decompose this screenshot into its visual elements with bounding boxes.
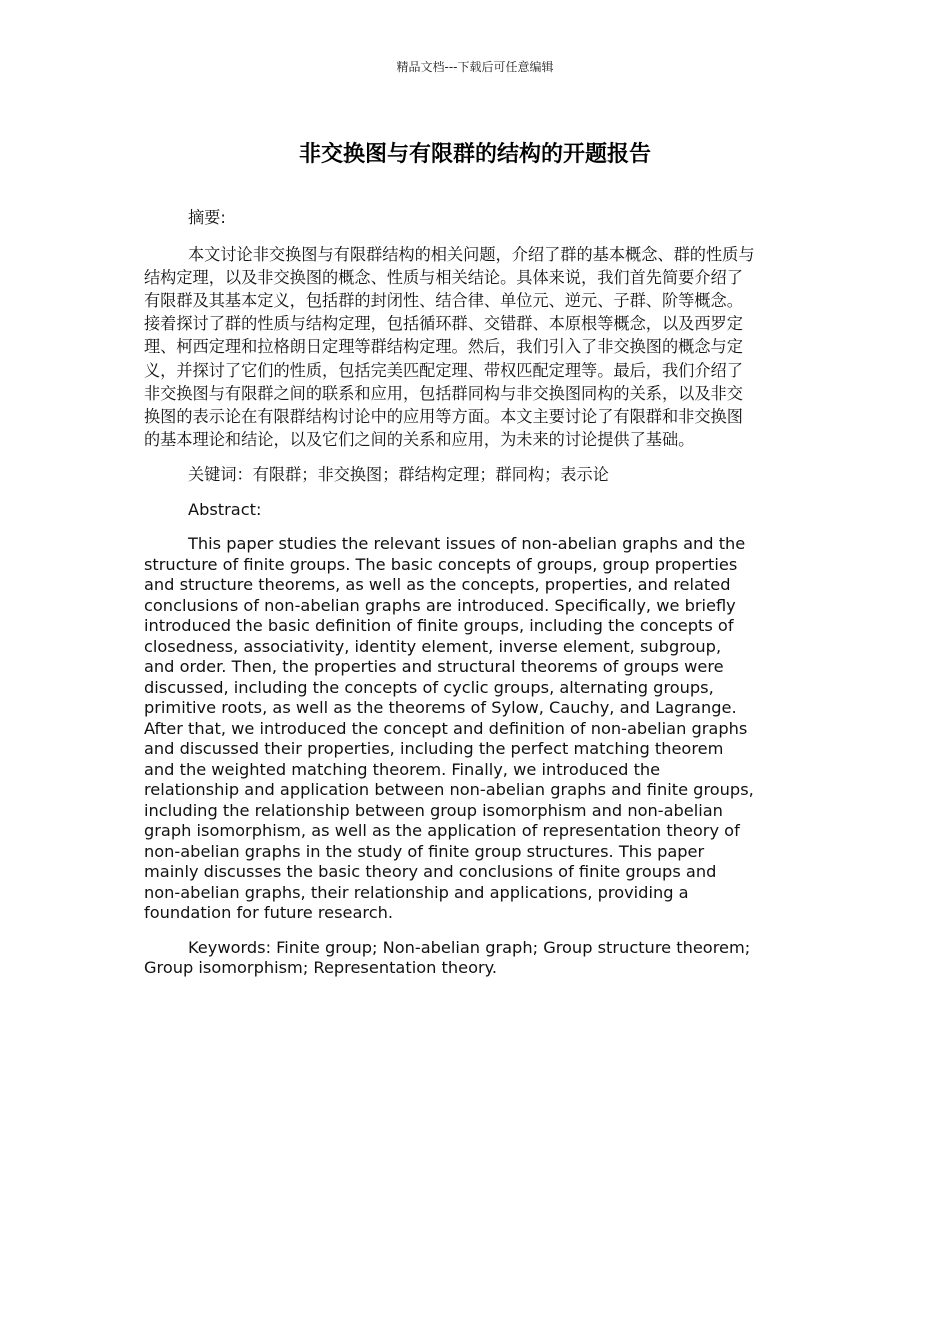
abstract-zh-label: 摘要: [188,208,226,227]
abstract-zh-line: 有限群及其基本定义，包括群的封闭性、结合律、单位元、逆元、子群、阶等概念。 [144,290,743,310]
abstract-en-line: relationship and application between non-abelian graphs and finite groups, [144,780,754,800]
abstract-zh-line: 本文讨论非交换图与有限群结构的相关问题，介绍了群的基本概念、群的性质与 [188,244,755,264]
abstract-en-line: introduced the basic definition of finite groups, including the concepts of [144,616,734,636]
abstract-en-line: primitive roots, as well as the theorems of Sylow, Cauchy, and Lagrange. [144,698,737,718]
header-note: 精品文档---下载后可任意编辑 [396,60,554,74]
abstract-en-line: non-abelian graphs in the study of finite group structures. This paper [144,841,705,861]
abstract-zh-line: 义，并探讨了它们的性质，包括完美匹配定理、带权匹配定理等。最后，我们介绍了 [144,360,743,380]
abstract-zh-line: 非交换图与有限群之间的联系和应用，包括群同构与非交换图同构的关系，以及非交 [144,383,743,403]
abstract-en-line: closedness, associativity, identity element, inverse element, subgroup, [144,636,722,656]
abstract-en-line: and order. Then, the properties and structural theorems of groups were [144,657,724,677]
abstract-en-label: Abstract: [188,499,262,519]
abstract-zh-line: 换图的表示论在有限群结构讨论中的应用等方面。本文主要讨论了有限群和非交换图 [144,406,743,426]
abstract-en-line: foundation for future research. [144,903,394,923]
page-title: 非交换图与有限群的结构的开题报告 [298,142,651,167]
keywords-zh: 关键词：有限群；非交换图；群结构定理；群同构；表示论 [188,465,609,485]
abstract-en-line: graph isomorphism, as well as the application of representation theory of [144,821,740,841]
abstract-en-line: conclusions of non-abelian graphs are introduced. Specifically, we briefly [144,595,736,615]
abstract-en-line: and the weighted matching theorem. Finally, we introduced the [144,759,661,779]
abstract-en-line: After that, we introduced the concept and definition of non-abelian graphs [144,718,748,738]
keywords-en-line: Keywords: Finite group; Non-abelian graph; Group structure theorem; [188,937,751,957]
abstract-en-line: discussed, including the concepts of cyclic groups, alternating groups, [144,677,714,697]
document-body [144,208,806,979]
abstract-en-line: non-abelian graphs, their relationship and applications, providing a [144,882,689,902]
abstract-en-line: including the relationship between group isomorphism and non-abelian [144,800,723,820]
abstract-zh-line: 的基本理论和结论，以及它们之间的关系和应用，为未来的讨论提供了基础。 [144,430,695,450]
keywords-en-line: Group isomorphism; Representation theory. [144,958,498,978]
abstract-en-line: This paper studies the relevant issues of non-abelian graphs and the [188,534,746,554]
abstract-en-line: and discussed their properties, including the perfect matching theorem [144,739,724,759]
abstract-zh-paragraph [144,243,806,452]
keywords-en [144,938,806,979]
abstract-zh-line: 结构定理，以及非交换图的概念、性质与相关结论。具体来说，我们首先简要介绍了 [144,267,743,287]
abstract-en-line: mainly discusses the basic theory and conclusions of finite groups and [144,862,717,882]
abstract-en-line: and structure theorems, as well as the concepts, properties, and related [144,575,731,595]
abstract-zh-line: 理、柯西定理和拉格朗日定理等群结构定理。然后，我们引入了非交换图的概念与定 [144,337,743,357]
abstract-en-line: structure of finite groups. The basic concepts of groups, group properties [144,554,738,574]
abstract-en-paragraph [144,534,806,924]
abstract-zh-line: 接着探讨了群的性质与结构定理，包括循环群、交错群、本原根等概念，以及西罗定 [144,314,743,334]
